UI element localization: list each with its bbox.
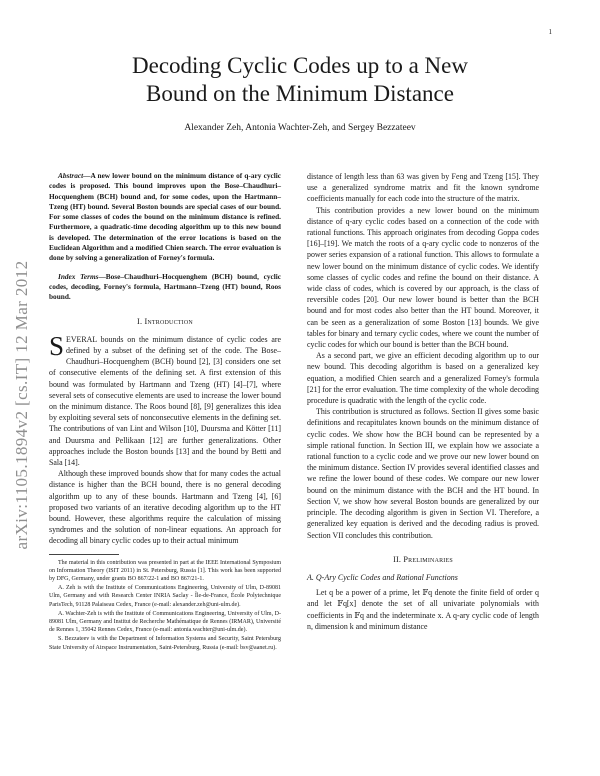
- footnote-3: A. Wachter-Zeh is with the Institute of Communications Engineering, University of Ulm, D-89081 Ulm, Germany and Institut de Recherche Mathématique de Rennes (IRMAR), Université de Rennes 1, 35042 Rennes Cedex, France (e-mail: antonia.wachter@uni-ulm.de).: [49, 610, 281, 634]
- intro-paragraph-1: [49, 330, 281, 468]
- left-column: [49, 171, 281, 652]
- drop-cap: S: [49, 330, 65, 361]
- intro-paragraph-4: This contribution provides a new lower bound on the minimum distance of q-ary cyclic codes based on a connection of the code with rational functions. This approach originates from decoding Goppa codes [16]–[19]. We match the roots of a q-ary cyclic code to nonzeros of the power series expansion of a rational function. This allows to formulate a new lower bound on the minimum distance of cyclic codes. We identify some classes of cyclic codes and refine the bound on their distance. A wide class of codes, which is covered by our approach, is the class of reversible codes [20]. Our new lower bound is better than the BCH bound and for most codes also better than the HT bound. Moreover, it can be seen as a generalization of some Boston [13] bounds. We give tables for binary and ternary cyclic codes, where we count the number of cyclic codes for which our bound is better than the BCH bound.: [307, 205, 539, 350]
- footnote-2: A. Zeh is with the Institute of Communications Engineering, University of Ulm, D-89081 Ulm, Germany and with Research Center INRIA Saclay - Île-de-France, École Polytechnique ParisTech, 91128 Palaiseau Cedex, France (e-mail: alexander.zeh@uni-ulm.de).: [49, 585, 281, 608]
- preliminaries-paragraph-1: Let q be a power of a prime, let 𝔽q denote the finite field of order q and let 𝔽q[x] denote the set of all univariate polynomials with coefficients in 𝔽q and the indeterminate x. A q-ary cyclic code of length n, dimension k and minimum distance: [307, 588, 539, 631]
- abstract-label: Abstract: [58, 171, 84, 180]
- intro-paragraph-6: This contribution is structured as follows. Section II gives some basic definitions and recapitulates known bounds on the minimum distance of cyclic codes. We show how the BCH bound can be represented by a simple rational function. In Section III, we explain how we associate a rational function to a cyclic code and we prove our new lower bound on the minimum distance. Section IV provides several identified classes and we refine the lower bound of these codes. We compare our new lower bound on the minimum distance with the BCH and the HT bound. In Section V, we show how several Boston bounds are generalized by our principle. The decoding algorithm is given in Section VI. Therefore, a generalized key equation is derived and the decoding radius is proved. Section VII concludes this contribution.: [307, 407, 539, 540]
- title-line-1: Decoding Cyclic Codes up to a New: [132, 53, 468, 78]
- intro-paragraph-1-text: EVERAL bounds on the minimum distance of cyclic codes are defined by a subset of the defining set of the code. The Bose–Chaudhuri–Hocquenghem (BCH) bound [2], [3] considers one set of consecutive elements of the defining set. A first extension of this bound was formulated by Hartmann and Tzeng (HT) [4]–[7], where several sets of consecutive elements are used to increase the lower bound on the minimum distance. The Roos bound [8], [9] generalizes this idea by exploiting several sets of nonconsecutive elements in the defining set. The contributions of van Lint and Wilson [10], Duursma and Kötter [11] and Duursma and Pellikaan [12] are further generalizations. Other approaches include the Boston bounds [13] and the bound by Betti and Sala [14].: [49, 334, 281, 467]
- footnote-1: The material in this contribution was presented in part at the IEEE International Symposium on Information Theory (ISIT 2011) in St. Petersburg, Russia [1]. This work has been supported by DFG, Germany, under grants BO 867/22-1 and BO 867/21-1.: [49, 559, 281, 583]
- index-terms-label: Index Terms: [58, 271, 99, 281]
- index-terms-text: Bose–Chaudhuri–Hocquenghem (BCH) bound, cyclic codes, decoding, Forney's formula, Hartmann–Tzeng (HT) bound, Roos bound.: [49, 271, 281, 302]
- abstract-text: A new lower bound on the minimum distance of q-ary cyclic codes is proposed. This bound improves upon the Bose–Chaudhuri–Hocquenghem (BCH) bound and, for some codes, upon the Hartmann–Tzeng (HT) bound. Several Boston bounds are special cases of our bound. For some classes of codes the bound on the minimum distance is refined. Furthermore, a quadratic-time decoding algorithm up to this new bound is developed. The determination of the error locations is based on the Euclidean Algorithm and a modified Chien search. The error evaluation is done by solving a generalization of Forney's formula.: [49, 171, 281, 263]
- title-line-2: Bound on the Minimum Distance: [146, 81, 454, 106]
- section-heading-introduction: I. Introduction: [137, 316, 193, 326]
- intro-paragraph-5: As a second part, we give an efficient decoding algorithm up to our new bound. This decoding algorithm is based on a generalized key equation, a modified Chien search and a generalized Forney's formula [21] for the error evaluation. The time complexity of the whole decoding procedure is quadratic with the length of the cyclic code.: [307, 351, 539, 406]
- index-terms: Index Terms—Bose–Chaudhuri–Hocquenghem (BCH) bound, cyclic codes, decoding, Forney's formula, Hartmann–Tzeng (HT) bound, Roos bound.: [49, 271, 281, 302]
- section-heading-preliminaries: II. Preliminaries: [393, 554, 453, 564]
- subsection-heading: A. Q-Ary Cyclic Codes and Rational Functions: [307, 572, 458, 582]
- right-column: [307, 171, 539, 632]
- authors: Alexander Zeh, Antonia Wachter-Zeh, and Sergey Bezzateev: [184, 123, 416, 133]
- abstract: Abstract—A new lower bound on the minimum distance of q-ary cyclic codes is proposed. This bound improves upon the Bose–Chaudhuri–Hocquenghem (BCH) bound and, for some codes, upon the Hartmann–Tzeng (HT) bound. Several Boston bounds are special cases of our bound. For some classes of codes the bound on the minimum distance is refined. Furthermore, a quadratic-time decoding algorithm up to this new bound is developed. The determination of the error locations is based on the Euclidean Algorithm and a modified Chien search. The error evaluation is done by solving a generalization of Forney's formula.: [49, 171, 281, 263]
- page-number: 1: [548, 28, 552, 36]
- intro-paragraph-2: Although these improved bounds show that for many codes the actual distance is higher than the BCH bound, there is no general decoding algorithm up to any of these bounds. Hartmann and Tzeng [4], [6] proposed two variants of an iterative decoding algorithm up to the HT bound. However, these algorithms require the calculation of missing syndromes and the solution of non-linear equations. An approach for decoding all binary cyclic codes up to their actual minimum: [49, 469, 281, 546]
- paper-title: [60, 52, 540, 108]
- footnote-rule: [49, 554, 119, 555]
- arxiv-stamp: [10, 210, 34, 600]
- footnote-4: S. Bezzateev is with the Department of Information Systems and Security, Saint Petersburg State University of Airspace Instrumentation, Saint-Petersburg, Russia (e-mail: bsv@aanet.ru).: [49, 636, 281, 651]
- intro-paragraph-3: distance of length less than 63 was given by Feng and Tzeng [15]. They use a generalized syndrome matrix and fit the known syndrome coefficients manually for each code into the structure of the matrix.: [307, 172, 539, 204]
- arxiv-stamp-text: arXiv:1105.1894v2 [cs.IT] 12 Mar 2012: [12, 260, 31, 550]
